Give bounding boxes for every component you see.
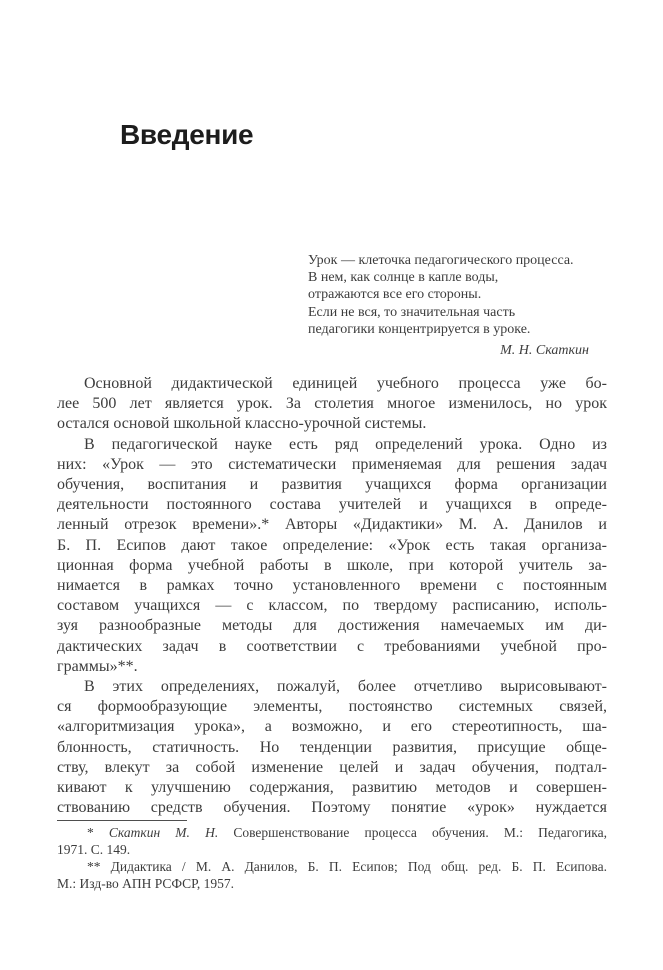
body-line: ствованию средств обучения. Поэтому понятие «урок» нуждается xyxy=(57,799,607,817)
footnote-text: Дидактика / М. А. Данилов, Б. П. Есипов; Под общ. ред. Б. П. Есипова. xyxy=(110,858,607,874)
epigraph-line: Урок — клеточка педагогического процесса. xyxy=(308,253,574,268)
footnote-line: 1971. С. 149. xyxy=(57,841,131,857)
epigraph-author: М. Н. Скаткин xyxy=(500,343,589,359)
footnote xyxy=(57,825,607,859)
body-line: «алгоритмизация урока», а возможно, и его стереотипность, ша- xyxy=(57,718,607,736)
chapter-title: Введение xyxy=(120,118,254,150)
epigraph xyxy=(308,252,589,359)
footnote-line: М.: Изд-во АПН РСФСР, 1957. xyxy=(57,875,235,891)
epigraph-line: педагогики концентрируется в уроке. xyxy=(308,321,531,337)
body-line: ся формообразующие элементы, постоянство системных связей, xyxy=(57,698,607,716)
body-line: граммы»**. xyxy=(57,657,138,675)
body-line: ству, влекут за собой изменение целей и задач обучения, подтал- xyxy=(57,758,607,776)
epigraph-line: Если не вся, то значительная часть xyxy=(308,304,516,320)
body-line: нимается в рамках точно установленного времени с постоянным xyxy=(57,577,607,595)
footnote-line xyxy=(57,859,607,876)
body-line: кивают к улучшению содержания, развитию методов и совершен- xyxy=(57,779,607,797)
footnote-text: Совершенствование процесса обучения. М.: Педагогика, xyxy=(233,825,607,840)
footnotes xyxy=(57,825,607,893)
body-text xyxy=(57,374,607,818)
body-line: остался основой школьной классно-урочной системы. xyxy=(57,415,427,433)
body-line: дактических задач в соответствии с требованиями учебной про- xyxy=(57,637,607,655)
body-paragraph xyxy=(57,435,607,677)
body-line: ционная форма учебной работы в школе, при которой учитель за- xyxy=(57,556,607,574)
footnote-divider xyxy=(57,820,187,821)
footnote-marker: * xyxy=(87,825,94,840)
footnote-line xyxy=(57,825,607,842)
epigraph-line: В нем, как солнце в капле воды, xyxy=(308,270,499,286)
body-line: В этих определениях, пожалуй, более отчетливо вырисовывают- xyxy=(84,678,607,696)
footnote-marker: ** xyxy=(87,858,101,874)
body-line: зуя разнообразные методы для достижения намечаемых им ди- xyxy=(57,617,607,635)
body-line: блонность, статичность. Но тенденции развития, присущие обще- xyxy=(57,738,607,756)
body-line: Б. П. Есипов дают такое определение: «Урок есть такая организа- xyxy=(57,536,607,554)
body-line: них: «Урок — это систематически применяемая для решения задач xyxy=(57,455,607,473)
footnote-author: Скаткин М. Н. xyxy=(108,825,219,840)
body-line: В педагогической науке есть ряд определений урока. Одно из xyxy=(84,435,607,453)
body-line: составом учащихся — с классом, по твердому расписанию, исполь- xyxy=(57,597,607,615)
body-line: обучения, воспитания и развития учащихся форма организации xyxy=(57,476,607,494)
body-paragraph xyxy=(57,374,607,435)
body-paragraph xyxy=(57,677,607,818)
body-line: деятельности постоянного состава учителей и учащихся в опреде- xyxy=(57,496,607,514)
body-line: лее 500 лет является урок. За столетия многое изменилось, но урок xyxy=(57,395,607,413)
body-line: ленный отрезок времени».* Авторы «Дидактики» М. А. Данилов и xyxy=(57,516,607,534)
body-line: Основной дидактической единицей учебного процесса уже бо- xyxy=(84,375,607,392)
footnote xyxy=(57,859,607,893)
epigraph-line: отражаются все его стороны. xyxy=(308,287,482,303)
